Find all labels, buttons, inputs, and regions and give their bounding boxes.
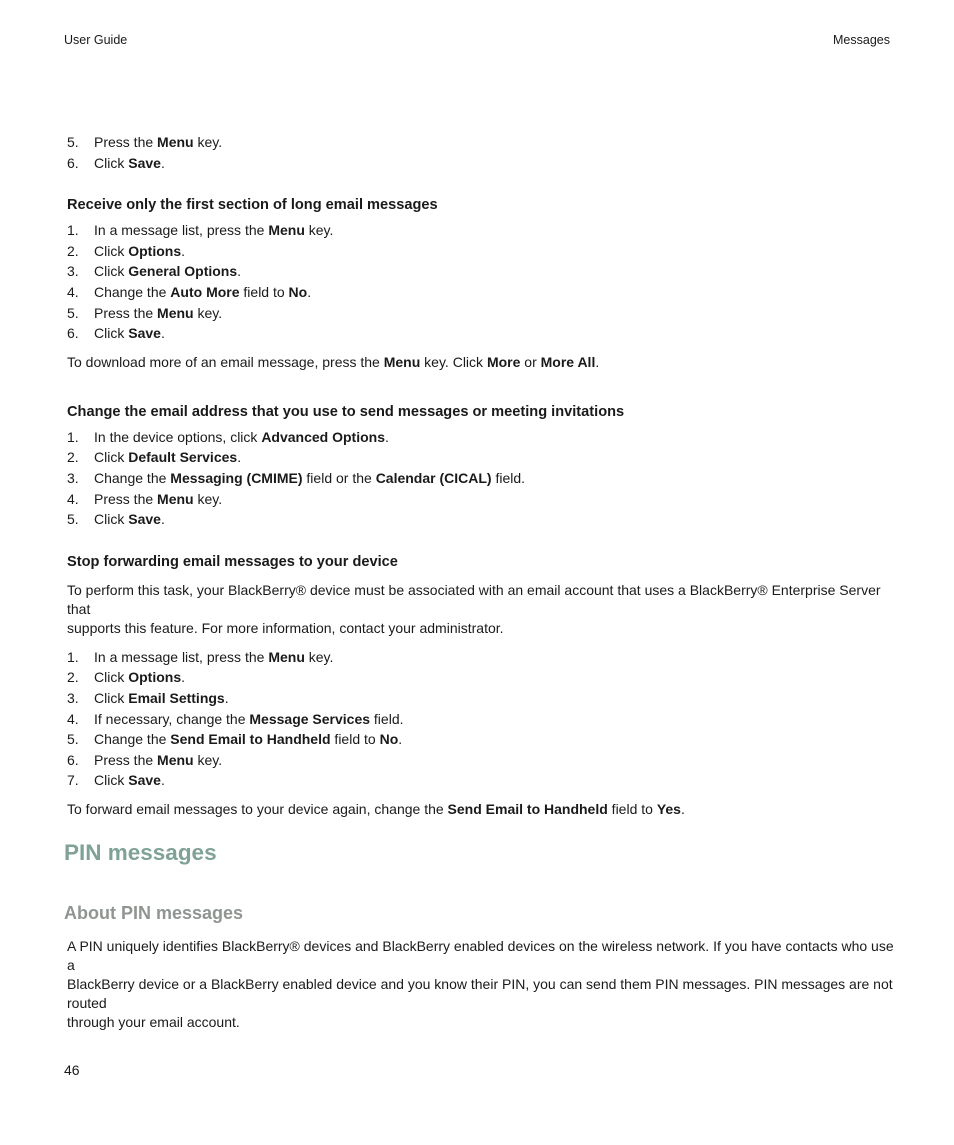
ui-term: Advanced Options	[261, 428, 385, 445]
note-paragraph	[67, 800, 892, 819]
ui-term: Save	[128, 154, 161, 171]
ui-term: Yes	[656, 800, 681, 817]
step-item	[67, 153, 892, 174]
step-number: 5.	[67, 304, 79, 321]
text-run: .	[385, 428, 389, 445]
step-number: 3.	[67, 689, 79, 706]
intro-paragraph	[67, 581, 892, 638]
ui-term: General Options	[128, 263, 238, 280]
ui-term: No	[288, 283, 308, 300]
text-run: Click	[94, 669, 129, 686]
ui-term: Menu	[268, 222, 305, 239]
ui-term: Messaging (CMIME)	[170, 469, 303, 486]
text-run: Press the	[94, 304, 158, 321]
about-pin-messages-heading: About PIN messages	[64, 903, 244, 923]
text-run: Press the	[94, 490, 158, 507]
step-number: 5.	[67, 731, 79, 748]
step-item	[67, 468, 892, 489]
step-item	[67, 509, 892, 530]
step-item	[67, 709, 892, 730]
ui-term: Message Services	[249, 710, 371, 727]
text-run: Click	[94, 511, 129, 528]
text-run: key.	[304, 648, 334, 665]
step-item	[67, 323, 892, 344]
section-heading-receive-first-section: Receive only the first section of long email messages	[67, 197, 438, 214]
text-run: .	[181, 669, 186, 686]
ui-term: Save	[128, 511, 161, 528]
text-run: .	[595, 353, 600, 370]
text-run: field to	[330, 731, 380, 748]
text-run: .	[160, 154, 165, 171]
text-run: .	[307, 283, 312, 300]
step-item	[67, 427, 892, 448]
ui-term: Save	[128, 772, 161, 789]
step-number: 3.	[67, 469, 79, 486]
ui-term: Menu	[268, 648, 305, 665]
pin-line: A PIN uniquely identifies BlackBerry® devices and BlackBerry enabled devices on the wireless network. If you have contacts who use a	[67, 938, 894, 973]
intro-line: To perform this task, your BlackBerry® device must be associated with an email account that uses a BlackBerry® Enterprise Server that	[67, 581, 881, 617]
text-run: .	[237, 263, 242, 280]
steps-list	[67, 132, 892, 173]
step-number: 4.	[67, 283, 79, 300]
intro-line: supports this feature. For more information, contact your administrator.	[67, 619, 504, 636]
text-run: .	[398, 731, 403, 748]
ui-term: Options	[128, 669, 182, 686]
step-item	[67, 447, 892, 468]
text-run: Click	[94, 325, 129, 342]
text-run: or	[520, 353, 541, 370]
text-run: Click	[94, 689, 129, 706]
step-number: 1.	[67, 222, 79, 239]
step-item	[67, 667, 892, 688]
step-number: 2.	[67, 449, 79, 466]
step-item	[67, 489, 892, 510]
text-run: .	[680, 800, 685, 817]
text-run: To download more of an email message, press the	[67, 353, 384, 370]
step-number: 4.	[67, 490, 79, 507]
header-guide-title: User Guide	[64, 33, 128, 47]
text-run: Press the	[94, 134, 158, 150]
main-content	[67, 132, 892, 819]
ui-term: Options	[128, 242, 182, 259]
steps-list	[67, 427, 892, 530]
step-item	[67, 750, 892, 771]
note-paragraph	[67, 353, 892, 372]
ui-term: Menu	[383, 353, 421, 370]
text-run: key.	[193, 751, 223, 768]
step-number: 3.	[67, 263, 79, 280]
text-run: In a message list, press the	[94, 648, 269, 665]
text-run: .	[160, 511, 165, 528]
text-run: Click	[94, 242, 129, 259]
text-run: .	[237, 449, 242, 466]
text-run: Change the	[94, 731, 171, 748]
step-number: 6.	[67, 751, 79, 768]
text-run: Change the	[94, 469, 171, 486]
text-run: In a message list, press the	[94, 222, 269, 239]
step-number: 6.	[67, 154, 79, 171]
ui-term: Send Email to Handheld	[447, 800, 608, 817]
text-run: .	[181, 242, 186, 259]
pin-description-paragraph	[67, 937, 897, 1032]
text-run: key.	[304, 222, 334, 239]
text-run: Click	[94, 772, 129, 789]
step-number: 2.	[67, 669, 79, 686]
step-number: 5.	[67, 134, 79, 150]
ui-term: Default Services	[128, 449, 238, 466]
text-run: Click	[94, 263, 129, 280]
step-number: 6.	[67, 325, 79, 342]
section-heading-stop-forwarding: Stop forwarding email messages to your device	[67, 553, 398, 570]
step-item	[67, 261, 892, 282]
step-item	[67, 647, 892, 668]
ui-term: Send Email to Handheld	[170, 731, 331, 748]
text-run: key.	[193, 490, 223, 507]
text-run: Click	[94, 154, 129, 171]
ui-term: More	[486, 353, 521, 370]
text-run: If necessary, change the	[94, 710, 250, 727]
text-run: Press the	[94, 751, 158, 768]
step-item	[67, 688, 892, 709]
ui-term: Save	[128, 325, 161, 342]
step-item	[67, 282, 892, 303]
text-run: In the device options, click	[94, 428, 262, 445]
text-run: key.	[193, 304, 223, 321]
step-item	[67, 729, 892, 750]
step-item	[67, 241, 892, 262]
text-run: .	[160, 325, 165, 342]
text-run: .	[224, 689, 229, 706]
step-item	[67, 132, 892, 153]
ui-term: Menu	[157, 490, 194, 507]
step-item	[67, 303, 892, 324]
section-heading-change-email-address: Change the email address that you use to send messages or meeting invitations	[67, 403, 625, 420]
text-run: To forward email messages to your device again, change the	[67, 800, 448, 817]
ui-term: Menu	[157, 304, 194, 321]
steps-list	[67, 647, 892, 791]
step-number: 7.	[67, 772, 79, 789]
ui-term: Menu	[157, 134, 194, 150]
ui-term: No	[379, 731, 399, 748]
ui-term: Email Settings	[128, 689, 225, 706]
ui-term: Calendar (CICAL)	[375, 469, 492, 486]
text-run: .	[160, 772, 165, 789]
ui-term: Menu	[157, 751, 194, 768]
text-run: field to	[607, 800, 657, 817]
text-run: key. Click	[420, 353, 487, 370]
text-run: field or the	[302, 469, 376, 486]
text-run: field.	[370, 710, 404, 727]
pin-line: BlackBerry device or a BlackBerry enabled device and you know their PIN, you can send them PIN messages. PIN messages are not routed	[67, 976, 893, 1011]
pin-line: through your email account.	[67, 1014, 240, 1030]
header-section-title: Messages	[833, 33, 890, 47]
step-number: 2.	[67, 242, 79, 259]
text-run: field to	[239, 283, 289, 300]
step-item	[67, 770, 892, 791]
steps-list	[67, 220, 892, 344]
step-item	[67, 220, 892, 241]
step-number: 1.	[67, 428, 79, 445]
step-number: 4.	[67, 710, 79, 727]
text-run: Change the	[94, 283, 171, 300]
ui-term: More All	[540, 353, 596, 370]
step-number: 5.	[67, 511, 79, 528]
pin-messages-heading: PIN messages	[64, 840, 217, 865]
text-run: Click	[94, 449, 129, 466]
page-number: 46	[64, 1062, 80, 1078]
step-number: 1.	[67, 648, 79, 665]
ui-term: Auto More	[170, 283, 240, 300]
text-run: key.	[193, 134, 223, 150]
text-run: field.	[491, 469, 526, 486]
